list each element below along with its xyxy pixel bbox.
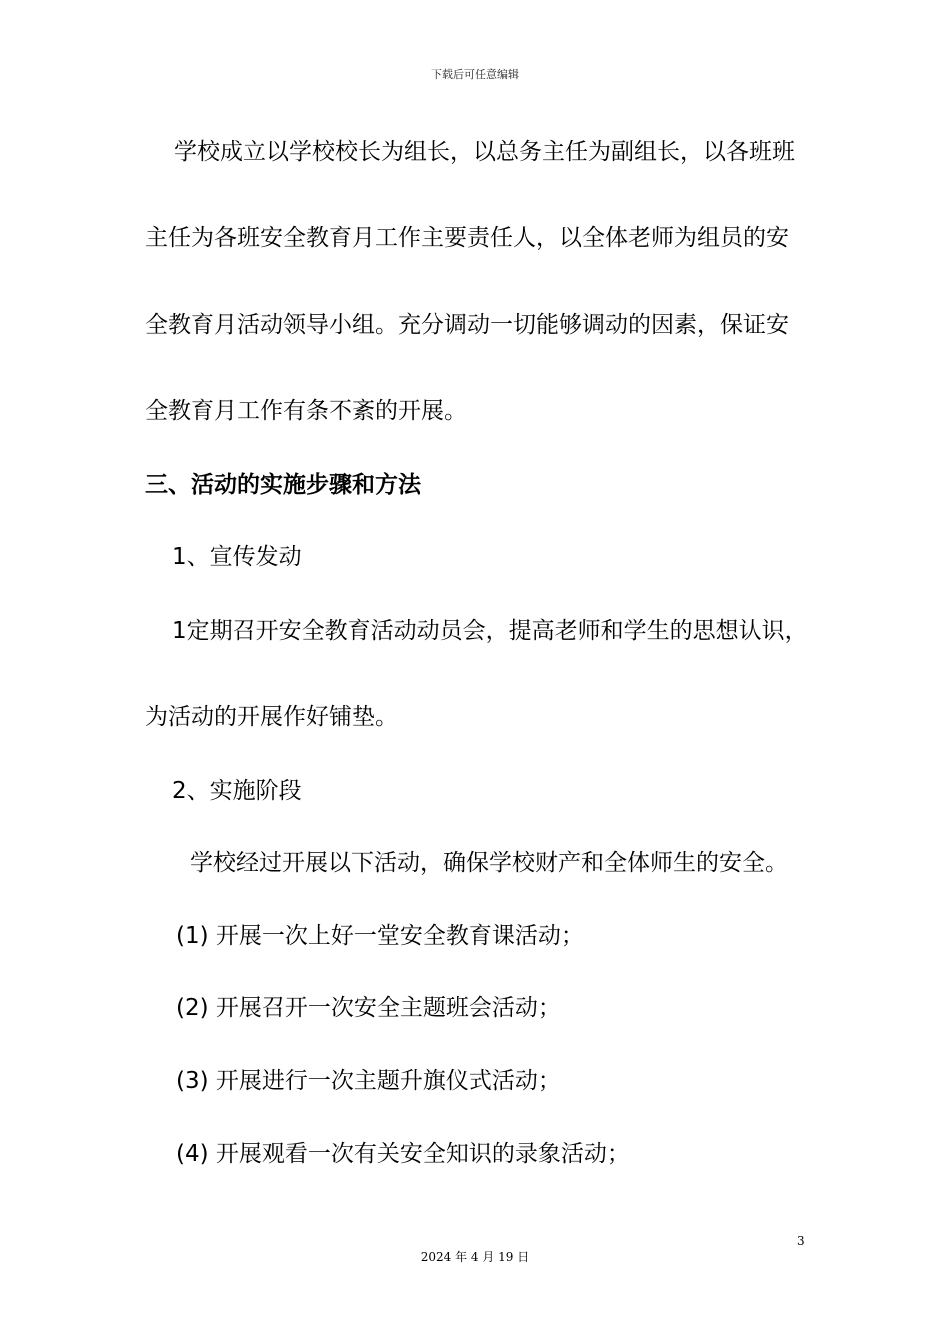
list-item-2: (2) 开展召开一次安全主题班会活动； bbox=[176, 995, 561, 1021]
list-item-1: (1) 开展一次上好一堂安全教育课活动； bbox=[176, 923, 584, 949]
paragraph-line-8: 为活动的开展作好铺垫。 bbox=[145, 704, 398, 730]
page-header: 下载后可任意编辑 bbox=[431, 68, 519, 81]
paragraph-line-3: 全教育月活动领导小组。充分调动一切能够调动的因素，保证安 bbox=[145, 312, 789, 338]
page-number: 3 bbox=[797, 1234, 805, 1248]
paragraph-line-1: 学校成立以学校校长为组长，以总务主任为副组长，以各班班 bbox=[174, 139, 795, 165]
paragraph-line-4: 全教育月工作有条不紊的开展。 bbox=[145, 398, 467, 424]
subheading-implementation: 2、实施阶段 bbox=[172, 778, 302, 804]
list-item-3: (3) 开展进行一次主题升旗仪式活动； bbox=[176, 1068, 561, 1094]
section-heading: 三、活动的实施步骤和方法 bbox=[145, 472, 421, 498]
paragraph-line-10: 学校经过开展以下活动，确保学校财产和全体师生的安全。 bbox=[190, 850, 788, 876]
paragraph-line-7: 1定期召开安全教育活动动员会，提高老师和学生的思想认识， bbox=[172, 618, 808, 644]
paragraph-line-2: 主任为各班安全教育月工作主要责任人，以全体老师为组员的安 bbox=[145, 225, 789, 251]
list-item-4: (4) 开展观看一次有关安全知识的录象活动； bbox=[176, 1141, 630, 1167]
subheading-publicity: 1、宣传发动 bbox=[172, 544, 302, 570]
footer-date: 2024 年 4 月 19 日 bbox=[420, 1250, 530, 1264]
